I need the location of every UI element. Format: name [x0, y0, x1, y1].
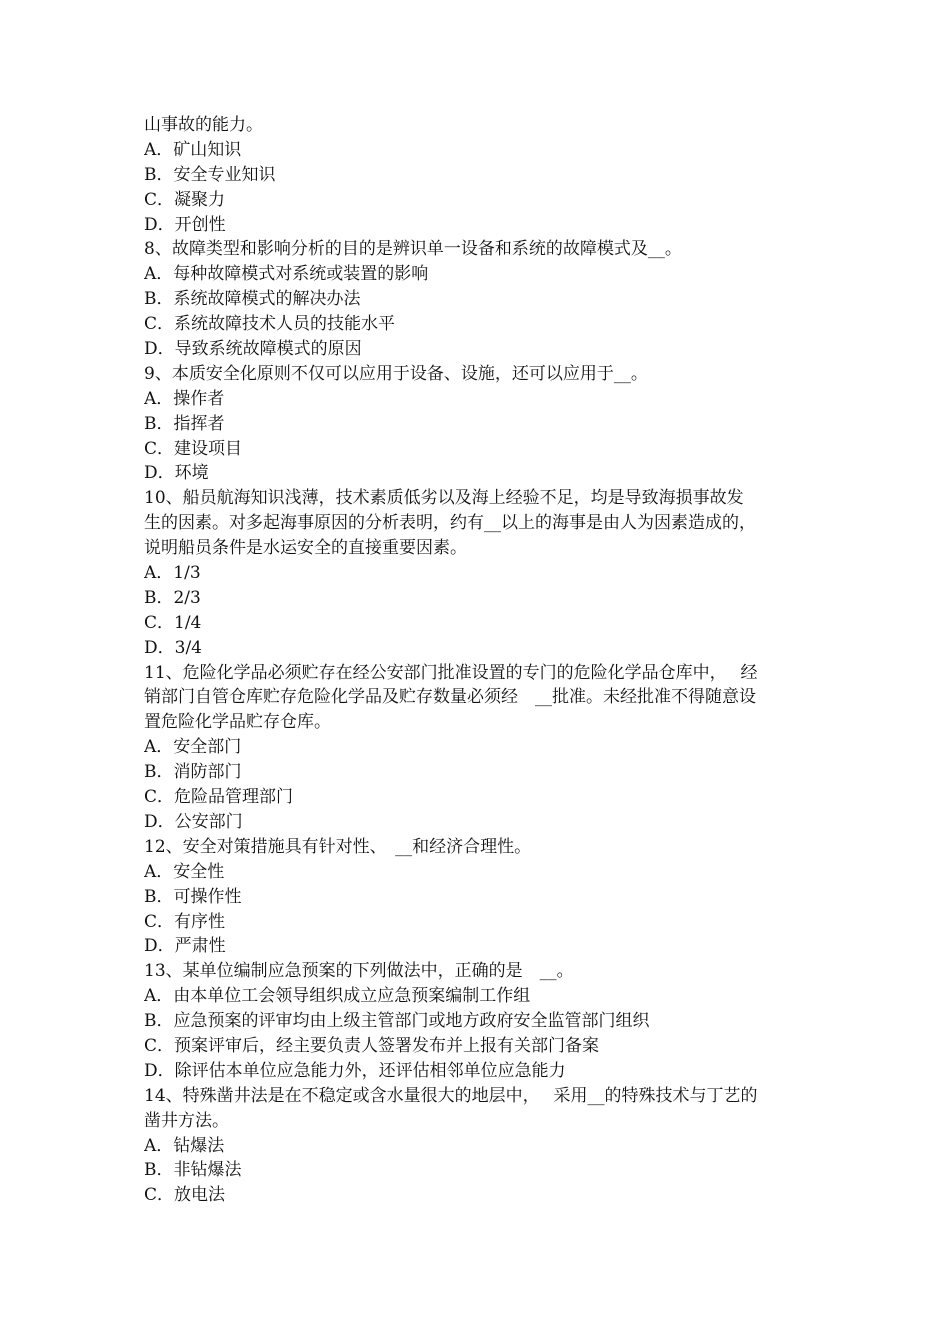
option-line: C．建设项目	[144, 438, 243, 459]
option-line: D．公安部门	[144, 811, 243, 832]
option-line: D．开创性	[144, 214, 226, 235]
option-line: C．危险品管理部门	[144, 787, 294, 808]
option-line: C．凝聚力	[144, 189, 226, 210]
option-line: A．由本单位工会领导组织成立应急预案编制工作组	[144, 986, 531, 1007]
question-14-line-1: 14、特殊凿井法是在不稳定或含水量很大的地层中， 采用__的特殊技术与丁艺的	[144, 1085, 758, 1106]
question-13: 13、某单位编制应急预案的下列做法中，正确的是 __。	[144, 961, 574, 982]
option-line: A．安全性	[144, 861, 225, 882]
option-line: C．预案评审后，经主要负责人签署发布并上报有关部门备案	[144, 1035, 600, 1056]
option-line: A．操作者	[144, 388, 225, 409]
option-line: D．导致系统故障模式的原因	[144, 339, 362, 360]
question-9: 9、本质安全化原则不仅可以应用于设备、设施，还可以应用于__。	[144, 363, 648, 384]
question-10-line-1: 10、船员航海知识浅薄，技术素质低劣以及海上经验不足，均是导致海损事故发	[144, 488, 744, 509]
option-line: C．1/4	[144, 612, 202, 633]
option-line: B．系统故障模式的解决办法	[144, 289, 361, 310]
option-line: B．指挥者	[144, 413, 225, 434]
option-line: B．可操作性	[144, 886, 242, 907]
document-page	[144, 113, 806, 1208]
question-10-line-2: 生的因素。对多起海事原因的分析表明，约有__以上的海事是由人为因素造成的，	[144, 513, 756, 534]
question-11-line-3: 置危险化学品贮存仓库。	[144, 712, 331, 733]
option-line: B．非钻爆法	[144, 1160, 242, 1181]
option-line: B．消防部门	[144, 762, 242, 783]
text-line: 山事故的能力。	[144, 115, 263, 135]
option-line: A．矿山知识	[144, 139, 242, 160]
option-line: D．除评估本单位应急能力外，还评估相邻单位应急能力	[144, 1060, 566, 1081]
option-line: D．严肃性	[144, 936, 226, 957]
option-line: D．3/4	[144, 637, 202, 658]
question-11-line-2: 销部门自管仓库贮存危险化学品及贮存数量必须经 __批准。未经批准不得随意设	[144, 687, 756, 708]
question-8: 8、故障类型和影响分析的目的是辨识单一设备和系统的故障模式及__。	[144, 239, 682, 260]
option-line: A．安全部门	[144, 737, 242, 758]
option-line: A．钻爆法	[144, 1135, 225, 1156]
option-line: A．每种故障模式对系统或装置的影响	[144, 264, 429, 285]
option-line: B．2/3	[144, 587, 201, 608]
option-line: C．系统故障技术人员的技能水平	[144, 314, 396, 335]
option-line: B．安全专业知识	[144, 164, 276, 185]
option-line: C．有序性	[144, 911, 226, 932]
question-11-line-1: 11、危险化学品必须贮存在经公安部门批准设置的专门的危险化学品仓库中， 经	[144, 662, 758, 683]
question-14-line-2: 凿井方法。	[144, 1110, 229, 1131]
option-line: B．应急预案的评审均由上级主管部门或地方政府安全监管部门组织	[144, 1011, 650, 1032]
question-12: 12、安全对策措施具有针对性、 __和经济合理性。	[144, 836, 532, 857]
option-line: D．环境	[144, 463, 209, 484]
option-line: C．放电法	[144, 1185, 226, 1206]
option-line: A．1/3	[144, 563, 201, 584]
question-10-line-3: 说明船员条件是水运安全的直接重要因素。	[144, 538, 467, 559]
